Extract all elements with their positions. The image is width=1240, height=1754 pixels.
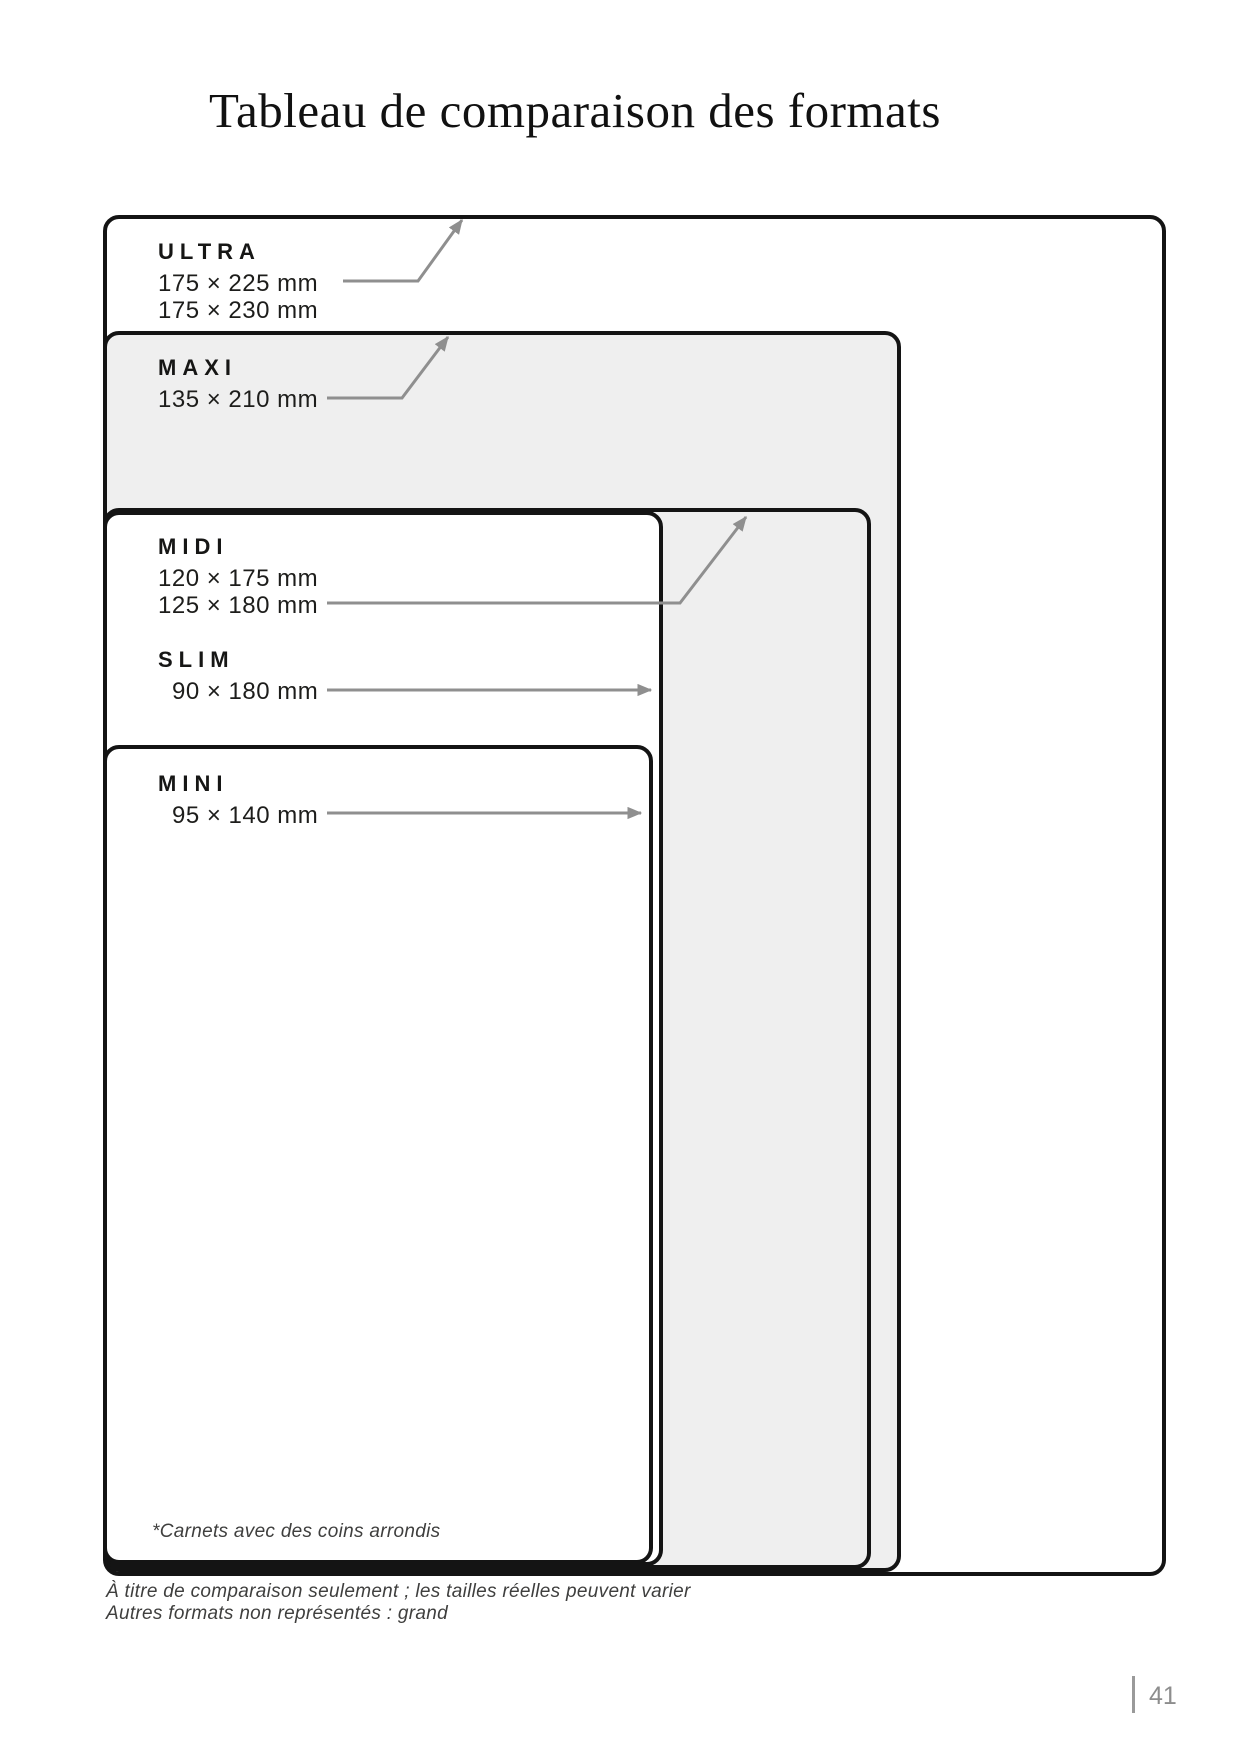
disclaimer-line-1: À titre de comparaison seulement ; les tailles réelles peuvent varier <box>106 1581 691 1602</box>
format-name-maxi: MAXI <box>158 355 237 380</box>
format-dim: 175 × 230 mm <box>158 297 319 324</box>
format-dim: 95 × 140 mm <box>172 802 319 829</box>
format-name-slim: SLIM <box>158 647 235 672</box>
format-label-midi <box>158 535 318 619</box>
format-label-slim <box>158 648 318 705</box>
arrow-midi-icon <box>327 517 746 603</box>
format-label-ultra <box>158 240 318 324</box>
format-name-mini: MINI <box>158 771 229 796</box>
format-dim: 125 × 180 mm <box>158 592 319 619</box>
arrow-maxi-icon <box>327 337 448 398</box>
disclaimer <box>106 1581 691 1625</box>
page-title: Tableau de comparaison des formats <box>209 83 941 138</box>
arrow-ultra-icon <box>343 220 462 281</box>
page-number-divider <box>1132 1676 1135 1713</box>
format-label-maxi <box>158 356 318 413</box>
format-dim: 120 × 175 mm <box>158 565 319 592</box>
format-dim: 135 × 210 mm <box>158 386 319 413</box>
format-label-mini <box>158 772 318 829</box>
format-dim: 90 × 180 mm <box>172 678 319 705</box>
footnote-rounded-corners: *Carnets avec des coins arrondis <box>152 1521 441 1542</box>
disclaimer-line-2: Autres formats non représentés : grand <box>106 1603 448 1624</box>
format-dim: 175 × 225 mm <box>158 270 319 297</box>
page-number: 41 <box>1149 1682 1177 1710</box>
format-name-ultra: ULTRA <box>158 239 261 264</box>
format-name-midi: MIDI <box>158 534 229 559</box>
